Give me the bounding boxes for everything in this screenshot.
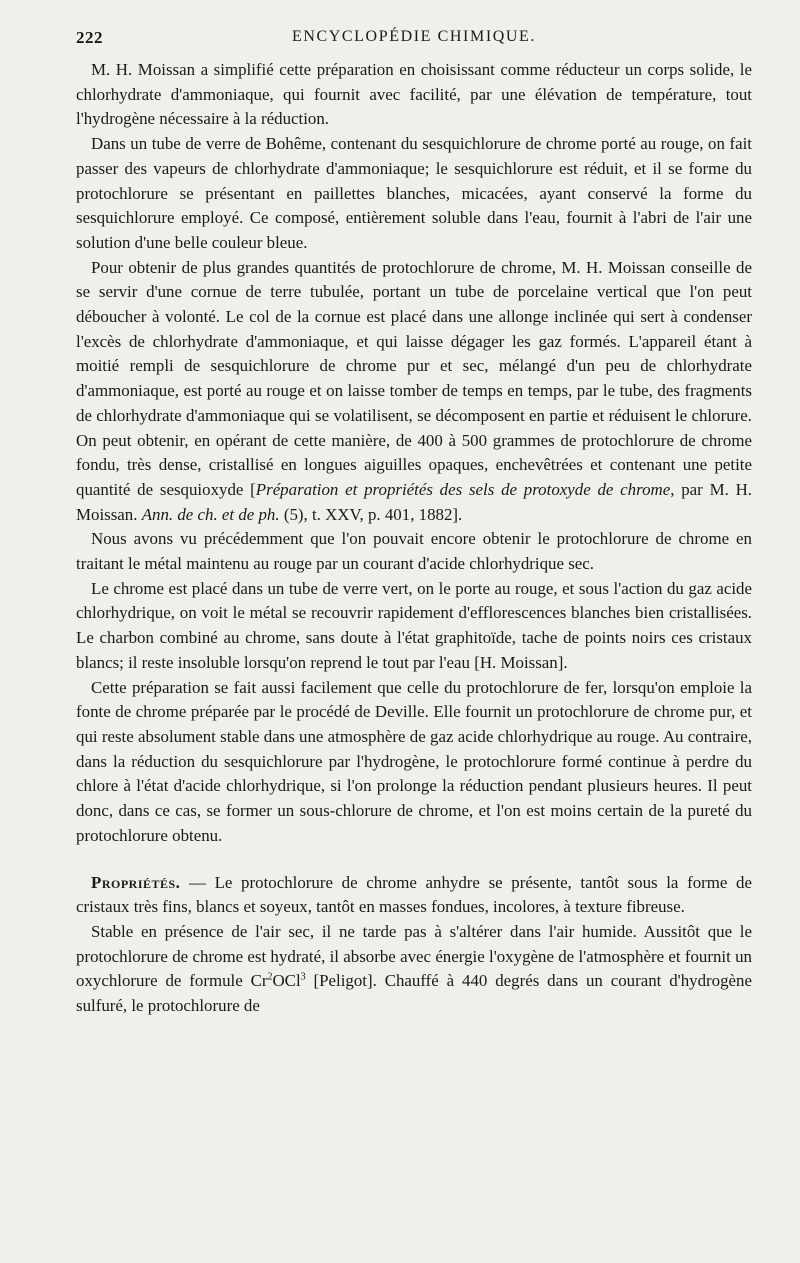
- page-header: [76, 28, 752, 52]
- formula-subscript-3: 3: [300, 971, 306, 983]
- paragraph-5: Le chrome est placé dans un tube de verre vert, on le porte au rouge, et sous l'action du gaz acide chlorhydrique, on voit le métal se recouvrir rapidement d'efflorescences blanches bien cristallisées. Le charbon combiné au chrome, sans doute à l'état graphitoïde, tache de points noirs ces cristaux blancs; il reste insoluble lorsqu'on reprend le tout par l'eau [H. Moissan].: [76, 578, 752, 672]
- running-title: ENCYCLOPÉDIE CHIMIQUE.: [291, 28, 537, 45]
- paragraph-8-text-b: [Peligot]. Chauffé à 440 degrés dans un courant d'hydrogène sulfuré, le protochlorure de: [76, 971, 752, 1016]
- properties-paragraph: [76, 871, 752, 920]
- formula-subscript-2: 2: [267, 971, 273, 983]
- paragraph-1: M. H. Moissan a simplifié cette préparation en choisissant comme réducteur un corps solide, le chlorhydrate d'ammoniaque, qui fournit avec facilité, par une élévation de température, tout l'hydrogène nécessaire à la réduction.: [76, 60, 752, 129]
- properties-text: — Le protochlorure de chrome anhydre se présente, tantôt sous la forme de cristaux très fins, blancs et soyeux, tantôt en masses fondues, incolores, à texture fibreuse.: [76, 872, 752, 917]
- section-heading-proprietes: Propriétés.: [91, 872, 181, 892]
- paragraph-3: [76, 256, 752, 528]
- cited-article-title: Préparation et propriétés des sels de protoxyde de chrome,: [255, 479, 675, 499]
- paragraph-6: Cette préparation se fait aussi facilement que celle du protochlorure de fer, lorsqu'on emploie la fonte de chrome préparée par le procédé de Deville. Elle fournit un protochlorure de chrome pur, et qui reste absolument stable dans une atmosphère de gaz acide chlorhydrique au rouge. Au contraire, dans la réduction du sesquichlorure par l'hydrogène, le protochlorure formé continue à perdre du chlore à l'état d'acide chlorhydrique, si l'on prolonge la réduction pendant plusieurs heures. Il peut donc, dans ce cas, se former un sous-chlorure de chrome, et l'on est moins certain de la pureté du protochlorure obtenu.: [76, 677, 752, 845]
- paragraph-4: Nous avons vu précédemment que l'on pouvait encore obtenir le protochlorure de chrome en traitant le métal maintenu au rouge par un courant d'acide chlorhydrique sec.: [76, 529, 752, 574]
- paragraph-3-text-a: Pour obtenir de plus grandes quantités de protochlorure de chrome, M. H. Moissan conseille de se servir d'une cornue de terre tubulée, portant un tube de porcelaine vertical que l'on peut déboucher à volonté. Le col de la cornue est placé dans une allonge inclinée qui sert à condenser l'excès de chlorhydrate d'ammoniaque, et qui laisse dégager les gaz formés. L'appareil étant à moitié rempli de sesquichlorure de chrome pur et sec, mélangé d'un peu de chlorhydrate d'ammoniaque, est porté au rouge et on laisse tomber de temps en temps, par le tube, des fragments de chlorhydrate d'ammoniaque qui se volatilisent, se décomposent en partie et réduisent le chlorure. On peut obtenir, en opérant de cette manière, de 400 à 500 grammes de protochlorure de chrome fondu, très dense, cristallisé en longues aiguilles opaques, enchevêtrées et contenant une petite quantité de sesquioxyde [: [76, 257, 752, 499]
- paragraph-2: Dans un tube de verre de Bohême, contenant du sesquichlorure de chrome porté au rouge, on fait passer des vapeurs de chlorhydrate d'ammoniaque; le sesquichlorure est réduit, et il se forme du protochlorure se présentant en paillettes blanches, micacées, ayant conservé la forme du sesquichlorure employé. Ce composé, entièrement soluble dans l'eau, fournit à l'abri de l'air une solution d'une belle couleur bleue.: [76, 134, 752, 252]
- formula-ocl: OCl: [272, 971, 301, 991]
- paragraph-8: [76, 920, 752, 1019]
- paragraph-3-text-b: par M. H. Moissan.: [76, 479, 752, 524]
- body-text: [76, 58, 752, 1019]
- page-number: 222: [76, 28, 103, 47]
- paragraph-3-text-c: (5), t. XXV, p. 401, 1882].: [279, 504, 463, 524]
- cited-journal: Ann. de ch. et de ph.: [141, 504, 280, 524]
- paragraph-8-text-a: Stable en présence de l'air sec, il ne tarde pas à s'altérer dans l'air humide. Aussitôt que le protochlorure de chrome est hydraté, il absorbe avec énergie l'oxygène de l'atmosphère et fournit un oxychlorure de formule Cr: [76, 921, 752, 991]
